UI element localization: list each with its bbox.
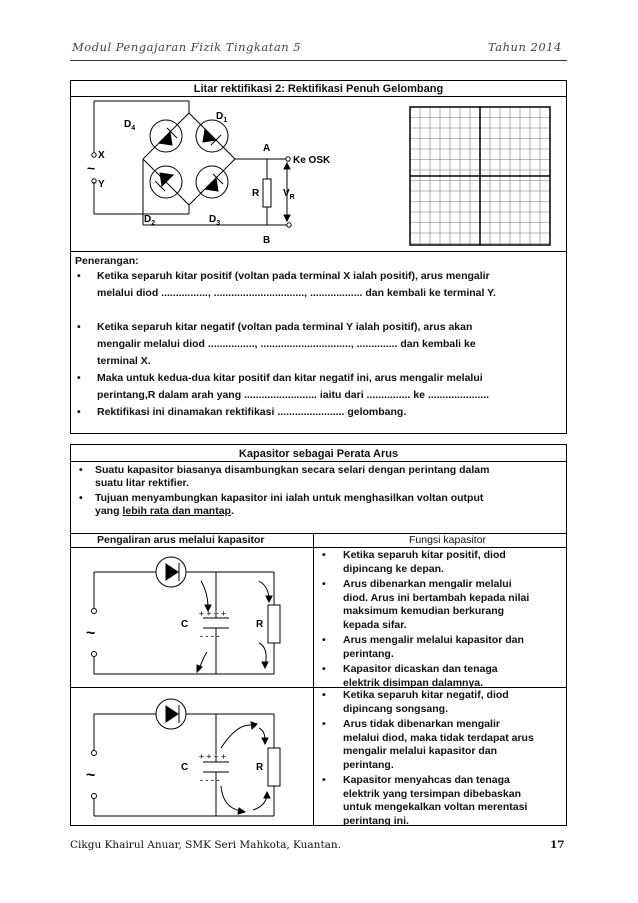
bullet-dot: • — [322, 549, 326, 561]
label-vr: $V_R$ — [283, 188, 295, 201]
function-line: Ketika separuh kitar positif, diod — [343, 549, 506, 561]
ac-source-icon: ~ — [86, 767, 96, 784]
explanation-title: Penerangan: — [75, 255, 139, 267]
capacitor-plus: + + + + — [199, 608, 226, 618]
header-title: Modul Pengajaran Fizik Tingkatan 5 — [72, 40, 302, 54]
function-line: Arus dibenarkan mengalir melalui — [343, 578, 512, 590]
header-rule — [70, 60, 567, 61]
explanation-line: Ketika separuh kitar negatif (voltan pada terminal Y ialah positif), arus akan — [97, 321, 473, 333]
full-wave-rectifier-box — [70, 80, 567, 434]
diode-d1-icon — [203, 129, 216, 142]
bullet-dot: • — [79, 492, 83, 504]
function-line: diod. Arus ini bertambah kepada nilai — [343, 591, 530, 604]
capacitor-minus: - - - - — [200, 775, 220, 785]
diode-d4-icon — [159, 132, 172, 145]
capacitor-circuit-discharging — [71, 688, 313, 826]
bullet-dot: • — [322, 718, 326, 730]
capacitor-plus: + + + + — [199, 751, 226, 761]
section2-title: Kapasitor sebagai Perata Arus — [238, 448, 399, 460]
intro-line: Suatu kapasitor biasanya disambungkan secara selari dengan perintang dalam — [95, 464, 490, 476]
intro-line: yang lebih rata dan mantap. — [95, 505, 234, 517]
diode-d2-icon — [160, 173, 173, 186]
function-line: Ketika separuh kitar negatif, diod — [343, 689, 509, 701]
label-c: C — [181, 619, 189, 630]
function-line: elektrik yang tersimpan dibebaskan — [343, 787, 521, 800]
label-c: C — [181, 762, 189, 773]
bullet-dot: • — [322, 578, 326, 590]
function-line: untuk mengekalkan voltan merentasi — [343, 801, 528, 813]
ac-source-icon: ~ — [87, 160, 96, 176]
function-line: dipincang ke depan. — [343, 562, 444, 575]
explanation-line: mengalir melalui diod ................, ..............................., .............. dan kembali ke — [97, 338, 476, 350]
header-year: Tahun 2014 — [488, 40, 562, 54]
intro-line: suatu litar rektifier. — [95, 477, 189, 489]
explanation-line: Maka untuk kedua-dua kitar positif dan kitar negatif ini, arus mengalir melalui — [97, 372, 483, 384]
explanation-line: Rektifikasi ini dinamakan rektifikasi ....................... gelombang. — [97, 406, 407, 418]
bullet-dot: • — [79, 464, 83, 476]
capacitor-circuit-charging — [71, 548, 313, 687]
bullet-dot: • — [322, 634, 326, 646]
function-line: Arus mengalir melalui kapasitor dan — [343, 634, 524, 646]
col-function-header: Fungsi kapasitor — [409, 534, 487, 546]
bridge-rectifier-diagram — [71, 97, 401, 251]
page-number: 17 — [550, 839, 565, 851]
function-line: Arus tidak dibenarkan mengalir — [343, 718, 500, 730]
function-line: dipincang songsang. — [343, 702, 449, 715]
function-line: perintang. — [343, 758, 394, 771]
label-r: R — [252, 188, 260, 199]
ac-source-icon: ~ — [86, 625, 96, 642]
function-line: Kapasitor menyahcas dan tenaga — [343, 774, 510, 786]
function-line: maksimum kemudian berkurang — [343, 605, 505, 617]
bullet-dot: • — [322, 663, 326, 675]
label-d1: $D_1$ — [216, 111, 228, 124]
bullet-dot: • — [77, 321, 81, 333]
label-d2: $D_2$ — [144, 214, 156, 227]
explanation-line: Ketika separuh kitar positif (voltan pada terminal X ialah positif), arus mengalir — [97, 270, 490, 282]
diode-forward-icon — [166, 564, 178, 580]
diode-reverse-icon — [166, 706, 178, 722]
function-line: elektrik disimpan dalamnya. — [343, 676, 484, 689]
function-line: kepada sifar. — [343, 618, 407, 631]
label-d3: $D_3$ — [209, 214, 221, 227]
bullet-dot: • — [77, 406, 81, 418]
bullet-dot: • — [322, 689, 326, 701]
function-line: perintang ini. — [343, 814, 409, 827]
intro-line: Tujuan menyambungkan kapasitor ini ialah untuk menghasilkan voltan output — [95, 492, 484, 504]
label-osk: Ke OSK — [293, 155, 331, 166]
label-x: X — [98, 150, 105, 161]
explanation-line: melalui diod ................, ..............................., .................. dan kembali ke terminal Y. — [97, 287, 496, 299]
emphasis-text: lebih rata dan mantap — [122, 505, 231, 517]
explanation-line: perintang,R dalam arah yang ......................... iaitu dari ............... ke ..................... — [97, 389, 490, 401]
section1-title: Litar rektifikasi 2: Rektifikasi Penuh Gelombang — [193, 83, 444, 95]
diode-d3-icon — [205, 178, 218, 191]
function-line: perintang. — [343, 647, 394, 660]
bullet-dot: • — [77, 270, 81, 282]
label-a: A — [263, 143, 271, 154]
footer-author: Cikgu Khairul Anuar, SMK Seri Mahkota, Kuantan. — [70, 839, 342, 851]
function-line: Kapasitor dicaskan dan tenaga — [343, 663, 498, 675]
label-r: R — [256, 762, 264, 773]
label-b: B — [263, 235, 271, 246]
function-line: mengalir melalui kapasitor dan — [343, 745, 498, 757]
capacitor-minus: - - - - — [200, 631, 220, 641]
label-r: R — [256, 619, 264, 630]
bullet-dot: • — [77, 372, 81, 384]
bullet-dot: • — [322, 774, 326, 786]
label-d4: $D_4$ — [124, 119, 136, 132]
label-y: Y — [98, 179, 105, 190]
oscilloscope-grid — [409, 106, 551, 246]
function-line: melalui diod, maka tidak terdapat arus — [343, 731, 534, 744]
col-flow-header: Pengaliran arus melalui kapasitor — [97, 534, 265, 546]
explanation-line: terminal X. — [97, 355, 151, 367]
capacitor-smoothing-box — [70, 444, 567, 826]
